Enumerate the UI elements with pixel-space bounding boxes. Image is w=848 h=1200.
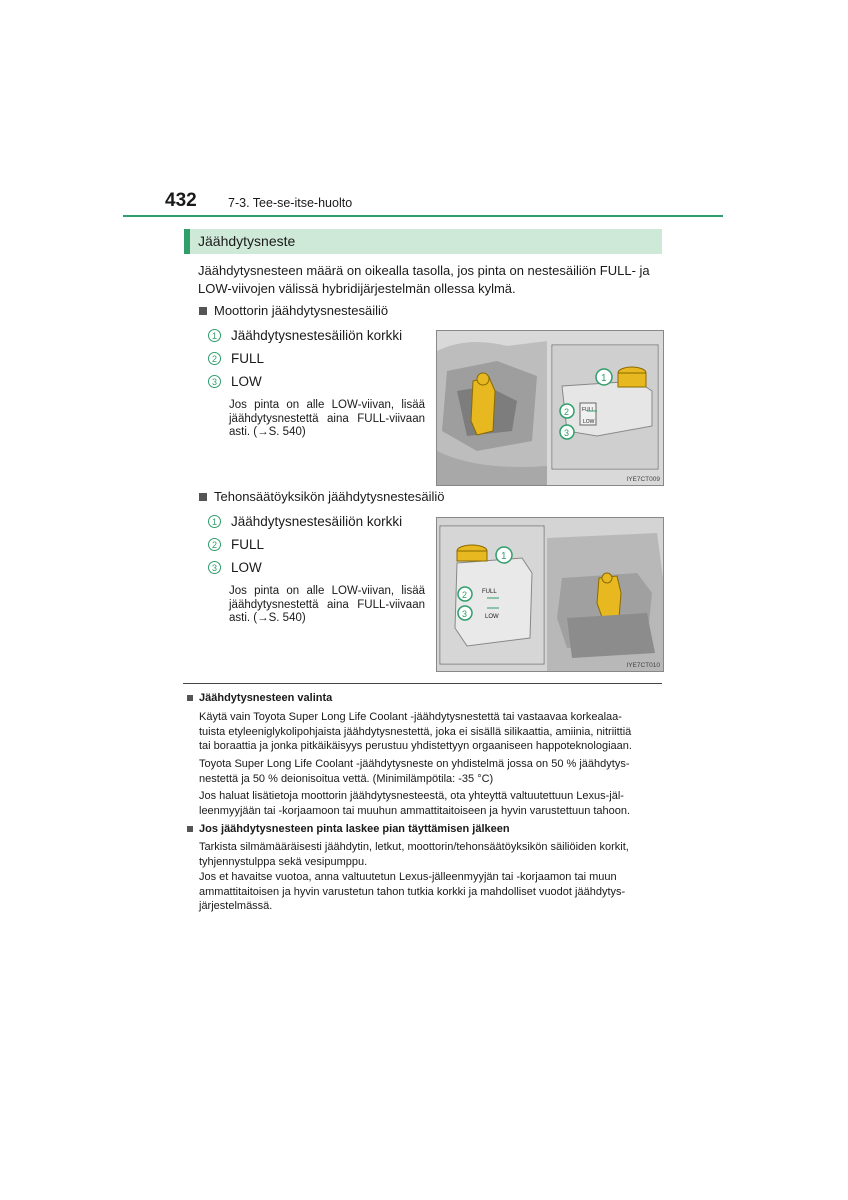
- level-drop-p1: [199, 840, 657, 869]
- number-circle-icon: 1: [208, 515, 221, 528]
- engine-bay-illustration: [437, 331, 663, 485]
- level-drop-p2: [199, 870, 657, 914]
- pcu-item-1-label: Jäähdytysnestesäiliön korkki: [231, 514, 403, 529]
- engine-tank-heading-text: Moottorin jäähdytysnestesäiliö: [214, 303, 389, 318]
- figure-code: IYE7CT010: [626, 662, 660, 669]
- number-circle-icon: 3: [208, 375, 221, 388]
- text-line: Tarkista silmämääräisesti jäähdytin, letkut, moottorin/tehonsäätöyksikön säiliöiden korkit,: [199, 841, 629, 853]
- section-divider: [183, 683, 662, 684]
- svg-text:3: 3: [564, 428, 570, 438]
- level-drop-heading-text: Jos jäähdytysnesteen pinta laskee pian täyttämisen jälkeen: [199, 823, 510, 835]
- svg-text:LOW: LOW: [583, 419, 595, 425]
- text-line: Käytä vain Toyota Super Long Life Coolant -jäähdytysnestettä tai vastaavaa korkealaa-: [199, 711, 622, 723]
- pcu-item-2: [208, 537, 264, 552]
- number-circle-icon: 2: [208, 352, 221, 365]
- text-line: tyhjennystulppa sekä vesipumppu.: [199, 855, 368, 868]
- number-circle-icon: 3: [208, 561, 221, 574]
- svg-text:FULL: FULL: [482, 589, 497, 595]
- text-line: järjestelmässä.: [199, 900, 273, 912]
- engine-item-3: [208, 374, 262, 389]
- pcu-note: Jos pinta on alle LOW-viivan, lisää jäähdytysnestettä aina FULL-viivaan asti. (→S. 540): [229, 585, 425, 624]
- svg-text:FULL: FULL: [582, 407, 595, 413]
- bullet-square-icon: [187, 826, 193, 832]
- engine-item-3-label: LOW: [231, 374, 262, 389]
- pcu-tank-figure: [436, 517, 664, 672]
- engine-item-1: [208, 328, 402, 343]
- svg-text:1: 1: [601, 373, 607, 384]
- pcu-tank-heading: [199, 489, 445, 504]
- text-line: Jos haluat lisätietoja moottorin jäähdytysnesteestä, ota yhteyttä valtuutettuun Lexus-jäl-: [199, 790, 624, 802]
- svg-text:LOW: LOW: [485, 614, 499, 620]
- number-circle-icon: 2: [208, 538, 221, 551]
- text-line: ammattitaitoisen ja hyvin varustetun tahon tutkia korkki ja mahdolliset vuodot jäähdytys-: [199, 885, 626, 898]
- page-number: 432: [165, 190, 197, 211]
- section-title-bar: [184, 229, 662, 254]
- svg-text:2: 2: [564, 407, 570, 417]
- coolant-choice-p2: [199, 757, 657, 786]
- text-line: tai boraattia ja jonka pitkäikäisyys perustuu yhdistettyyn orgaaniseen happoteknologiaan.: [199, 740, 632, 752]
- section-accent: [184, 229, 190, 254]
- header-rule: [123, 215, 723, 217]
- pcu-item-2-label: FULL: [231, 537, 265, 552]
- pcu-item-3-label: LOW: [231, 560, 262, 575]
- engine-item-1-label: Jäähdytysnestesäiliön korkki: [231, 328, 403, 343]
- chapter-title: 7-3. Tee-se-itse-huolto: [228, 196, 353, 210]
- bullet-square-icon: [187, 695, 193, 701]
- section-title: Jäähdytysneste: [198, 233, 296, 249]
- engine-tank-figure: [436, 330, 664, 486]
- text-line: Jos et havaitse vuotoa, anna valtuutetun Lexus-jälleenmyyjän tai -korjaamon tai muun: [199, 871, 617, 883]
- coolant-choice-p3: [199, 789, 657, 818]
- svg-text:3: 3: [462, 609, 468, 619]
- engine-item-2: [208, 351, 264, 366]
- text-line: Toyota Super Long Life Coolant -jäähdytysneste on yhdistelmä jossa on 50 % jäähdytys-: [199, 758, 630, 770]
- bullet-square-icon: [199, 307, 207, 315]
- pcu-item-3: [208, 560, 262, 575]
- svg-text:1: 1: [501, 551, 507, 562]
- engine-note: Jos pinta on alle LOW-viivan, lisää jäähdytysnestettä aina FULL-viivaan asti. (→S. 540): [229, 399, 425, 438]
- engine-item-2-label: FULL: [231, 351, 265, 366]
- pcu-tank-illustration: [437, 518, 663, 671]
- pcu-tank-heading-text: Tehonsäätöyksikön jäähdytysnestesäiliö: [214, 489, 445, 504]
- coolant-choice-p1: [199, 710, 657, 754]
- engine-tank-heading: [199, 303, 388, 318]
- coolant-choice-heading: [187, 692, 332, 704]
- text-line: tuista etyleeniglykolipohjaista jäähdytysnestettä, joka ei sisällä silikaattia, amiinia, nitriittiä: [199, 725, 632, 738]
- svg-text:2: 2: [462, 590, 468, 600]
- text-line: nestettä ja 50 % deionisoitua vettä. (Minimilämpötila: -35 °C): [199, 772, 494, 785]
- number-circle-icon: 1: [208, 329, 221, 342]
- intro-line-1: Jäähdytysnesteen määrä on oikealla tasolla, jos pinta on nestesäiliön FULL- ja: [198, 263, 650, 278]
- pcu-item-1: [208, 514, 402, 529]
- text-line: leenmyyjään tai -korjaamoon tai muuhun ammattitaitoiseen ja hyvin varustettuun tahoon.: [199, 804, 631, 817]
- figure-code: IYE7CT009: [626, 476, 660, 483]
- intro-line-2: LOW-viivojen välissä hybridijärjestelmän ollessa kylmä.: [198, 281, 516, 296]
- level-drop-heading: [187, 823, 510, 835]
- coolant-choice-heading-text: Jäähdytysnesteen valinta: [199, 692, 333, 704]
- bullet-square-icon: [199, 493, 207, 501]
